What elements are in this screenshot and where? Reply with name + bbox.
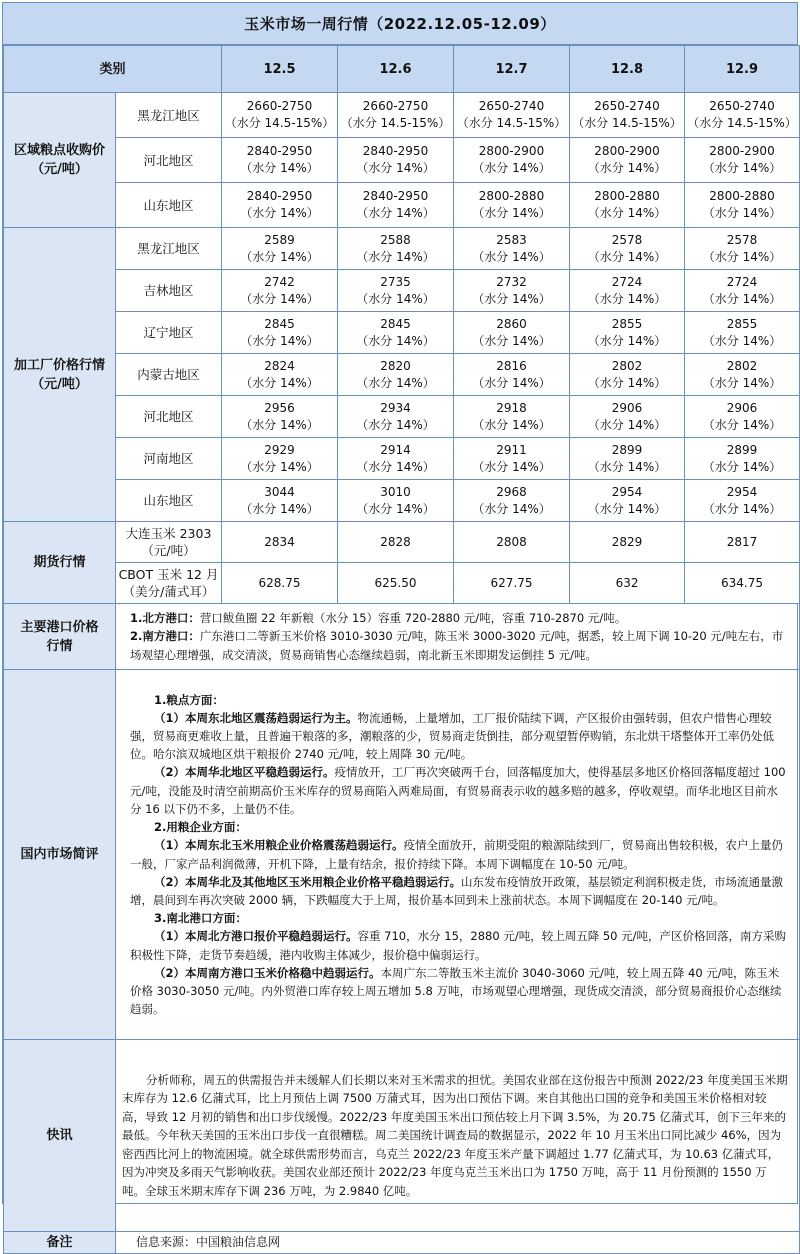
table-row: [4, 438, 800, 480]
price-cell: 2954 （水分 14%）: [570, 480, 685, 522]
price-cell: 3010 （水分 14%）: [338, 480, 454, 522]
price-cell: 2650-2740 （水分 14.5-15%）: [570, 93, 685, 138]
table-row: [4, 312, 800, 354]
region-label: 黑龙江地区: [116, 93, 222, 138]
price-cell: 2914 （水分 14%）: [338, 438, 454, 480]
table-row: [4, 670, 800, 1040]
commentary-paragraph: （1）本周东北玉米用粮企业价格震荡趋弱运行。疫情全面放开，前期受阻的粮源陆续到厂，贸易商出售较积极，农户上量仍一般，厂家产品利润微薄，开机下降，上量有结余，报价持续下降。本周下调幅度在 10-50 元/吨。: [130, 838, 783, 871]
price-cell: 2906 （水分 14%）: [685, 396, 800, 438]
date-header: 12.9: [685, 46, 800, 93]
price-cell: 2660-2750 （水分 14.5-15%）: [222, 93, 338, 138]
region-label: 河北地区: [116, 396, 222, 438]
domestic-commentary: [116, 670, 800, 1040]
price-cell: 2800-2880 （水分 14%）: [454, 183, 570, 228]
price-cell: 2956 （水分 14%）: [222, 396, 338, 438]
south-port-note: 2.南方港口：广东港口二等新玉米价格 3010-3030 元/吨，陈玉米 3000-3020 元/吨，据悉，较上周下调 10-20 元/吨左右，市场观望心理增强，成交清淡，贸易商销售心态继续趋弱，南北新玉米即期发运倒挂 5 元/吨。: [130, 629, 784, 662]
port-notes: [116, 604, 800, 670]
price-cell: 2840-2950 （水分 14%）: [222, 183, 338, 228]
price-cell: 2800-2900 （水分 14%）: [685, 138, 800, 183]
section-label-flash: 快讯: [4, 1040, 116, 1232]
region-label: 内蒙古地区: [116, 354, 222, 396]
price-cell: 2899 （水分 14%）: [570, 438, 685, 480]
section-label-domestic: 国内市场简评: [4, 670, 116, 1040]
price-cell: 2968 （水分 14%）: [454, 480, 570, 522]
price-cell: 2860 （水分 14%）: [454, 312, 570, 354]
futures-cell: 632: [570, 563, 685, 604]
price-cell: 2934 （水分 14%）: [338, 396, 454, 438]
section-label-futures: 期货行情: [4, 522, 116, 604]
region-label: 山东地区: [116, 480, 222, 522]
price-cell: 2899 （水分 14%）: [685, 438, 800, 480]
region-label: 河南地区: [116, 438, 222, 480]
table-row: [4, 1040, 800, 1232]
table-row: [4, 563, 800, 604]
table-row: [4, 228, 800, 270]
price-cell: 2820 （水分 14%）: [338, 354, 454, 396]
price-cell: 2816 （水分 14%）: [454, 354, 570, 396]
table-row: [4, 93, 800, 138]
price-cell: 2855 （水分 14%）: [685, 312, 800, 354]
futures-cell: 628.75: [222, 563, 338, 604]
date-header: 12.5: [222, 46, 338, 93]
price-cell: 2824 （水分 14%）: [222, 354, 338, 396]
futures-cell: 2828: [338, 522, 454, 563]
futures-cell: 2829: [570, 522, 685, 563]
table-row: [4, 1232, 800, 1254]
price-cell: 2650-2740 （水分 14.5-15%）: [685, 93, 800, 138]
commentary-paragraph: （2）本周华北地区平稳趋弱运行。疫情放开，工厂再次突破两千台，回落幅度加大，使得基层多地区价格回落幅度超过 100 元/吨，没能及时清空前期高价玉米库存的贸易商陷入两难局面，有贸易商表示收的越多赔的越多，停收观望。而华北地区目前水分 16 以下仍不多，上量仍不佳。: [130, 765, 786, 816]
table-row: [4, 138, 800, 183]
table-row: [4, 183, 800, 228]
market-report: [2, 2, 798, 1250]
futures-cell: 2817: [685, 522, 800, 563]
section-label-port: 主要港口价格 行情: [4, 604, 116, 670]
region-label: 河北地区: [116, 138, 222, 183]
section-label-factory: 加工厂价格行情 （元/吨）: [4, 228, 116, 522]
price-cell: 2840-2950 （水分 14%）: [338, 138, 454, 183]
futures-cell: 2834: [222, 522, 338, 563]
price-cell: 2735 （水分 14%）: [338, 270, 454, 312]
price-cell: 2800-2900 （水分 14%）: [570, 138, 685, 183]
price-cell: 2802 （水分 14%）: [570, 354, 685, 396]
header-row: [4, 46, 800, 93]
commentary-paragraph: （1）本周东北地区震荡趋弱运行为主。物流通畅，上量增加，工厂报价陆续下调，产区报价由强转弱，但农户惜售心理较强，贸易商更难收上量，且普遍干粮落的多，潮粮落的少，贸易商走货倒挂，部分观望暂停购销，东北烘干塔整体开工率仍处低位。哈尔滨双城地区烘干粮报价 2740 元/吨，较上周降 30 元/吨。: [130, 710, 774, 762]
price-table: [3, 45, 800, 1254]
price-cell: 2802 （水分 14%）: [685, 354, 800, 396]
region-label: 辽宁地区: [116, 312, 222, 354]
table-row: [4, 604, 800, 670]
price-cell: 2845 （水分 14%）: [222, 312, 338, 354]
futures-cell: 627.75: [454, 563, 570, 604]
price-cell: 2840-2950 （水分 14%）: [222, 138, 338, 183]
region-label: 吉林地区: [116, 270, 222, 312]
contract-label: 大连玉米 2303 （元/吨）: [116, 522, 222, 563]
flash-news: 分析师称，周五的供需报告并未缓解人们长期以来对玉米需求的担忧。美国农业部在这份报告中预测 2022/23 年度美国玉米期末库存为 12.6 亿蒲式耳，比上月预估上调 7500 万蒲式耳，因为出口预估下调。来自其他出口国的竞争和美国玉米价格相对较高，导致 12 月初的销售和出口步伐缓慢。2022/23 年度美国玉米出口预估较上月下调 3.5%，为 20.75 亿蒲式耳，创下三年来的最低。今年秋天美国的玉米出口步伐一直很糟糕。周二美国统计调查局的数据显示，2022 年 10 月玉米出口同比减少 46%，因为密西西比河上的物流困境。就全球供需形势而言，乌克兰 2022/23 年度玉米产量下调超过 1.77 亿蒲式耳，为 10.63 亿蒲式耳，因为冲突及多雨天气影响收获。美国农业部还预计 2022/23 年度乌克兰玉米出口为 1750 万吨，高于 11 月份预测的 1550 万吨。全球玉米期末库存下调 236 万吨，为 2.9840 亿吨。: [116, 1040, 800, 1232]
subsection-title: 2.用粮企业方面：: [154, 820, 247, 835]
category-header: 类别: [4, 46, 222, 93]
price-cell: 2589 （水分 14%）: [222, 228, 338, 270]
price-cell: 2954 （水分 14%）: [685, 480, 800, 522]
commentary-paragraph: （1）本周北方港口报价平稳趋弱运行。容重 710，水分 15，2880 元/吨，较上周五降 50 元/吨，产区价格回落，南方采购积极性下降，走货节奏趋缓，港内收购主体减少，报价稳中偏弱运行。: [130, 929, 787, 962]
contract-label: CBOT 玉米 12 月 （美分/蒲式耳）: [116, 563, 222, 604]
price-cell: 2906 （水分 14%）: [570, 396, 685, 438]
date-header: 12.7: [454, 46, 570, 93]
futures-cell: 625.50: [338, 563, 454, 604]
north-port-note: 1.北方港口：营口鲅鱼圈 22 年新粮（水分 15）容重 720-2880 元/吨，容重 710-2870 元/吨。: [130, 611, 627, 626]
price-cell: 2724 （水分 14%）: [570, 270, 685, 312]
price-cell: 2845 （水分 14%）: [338, 312, 454, 354]
table-row: [4, 354, 800, 396]
table-row: [4, 396, 800, 438]
price-cell: 2724 （水分 14%）: [685, 270, 800, 312]
date-header: 12.8: [570, 46, 685, 93]
price-cell: 2800-2900 （水分 14%）: [454, 138, 570, 183]
price-cell: 2929 （水分 14%）: [222, 438, 338, 480]
table-row: [4, 270, 800, 312]
section-label-regional: 区域粮点收购价 （元/吨）: [4, 93, 116, 228]
commentary-paragraph: （2）本周华北及其他地区玉米用粮企业价格平稳趋弱运行。山东发布疫情放开政策，基层锁定利润积极走货，市场流通量激增，晨间到车再次突破 2000 辆，下跌幅度大于上周，报价基本回到未上涨前状态。本周下调幅度在 20-140 元/吨。: [130, 874, 783, 907]
price-cell: 2588 （水分 14%）: [338, 228, 454, 270]
price-cell: 2855 （水分 14%）: [570, 312, 685, 354]
commentary-paragraph: （2）本周南方港口玉米价格稳中趋弱运行。本周广东二等散玉米主流价 3040-3060 元/吨，较上周五降 40 元/吨，陈玉米价格 3030-3050 元/吨。内外贸港口库存较上周五增加 5.8 万吨，市场观望心理增强，现货成交清淡，部分贸易商报价心态继续趋弱。: [130, 965, 782, 1017]
section-label-remark: 备注: [4, 1232, 116, 1254]
price-cell: 3044 （水分 14%）: [222, 480, 338, 522]
price-cell: 2583 （水分 14%）: [454, 228, 570, 270]
region-label: 黑龙江地区: [116, 228, 222, 270]
price-cell: 2742 （水分 14%）: [222, 270, 338, 312]
price-cell: 2911 （水分 14%）: [454, 438, 570, 480]
price-cell: 2800-2880 （水分 14%）: [685, 183, 800, 228]
price-cell: 2660-2750 （水分 14.5-15%）: [338, 93, 454, 138]
subsection-title: 3.南北港口方面：: [154, 911, 247, 926]
price-cell: 2650-2740 （水分 14.5-15%）: [454, 93, 570, 138]
date-header: 12.6: [338, 46, 454, 93]
price-cell: 2578 （水分 14%）: [570, 228, 685, 270]
price-cell: 2840-2950 （水分 14%）: [338, 183, 454, 228]
price-cell: 2732 （水分 14%）: [454, 270, 570, 312]
price-cell: 2918 （水分 14%）: [454, 396, 570, 438]
source-note: 信息来源：中国粮油信息网: [116, 1232, 800, 1254]
table-row: [4, 480, 800, 522]
futures-cell: 2808: [454, 522, 570, 563]
price-cell: 2578 （水分 14%）: [685, 228, 800, 270]
price-cell: 2800-2880 （水分 14%）: [570, 183, 685, 228]
subsection-title: 1.粮点方面：: [154, 692, 224, 707]
table-row: [4, 522, 800, 563]
region-label: 山东地区: [116, 183, 222, 228]
futures-cell: 634.75: [685, 563, 800, 604]
page-title: 玉米市场一周行情（2022.12.05-12.09）: [3, 3, 797, 45]
